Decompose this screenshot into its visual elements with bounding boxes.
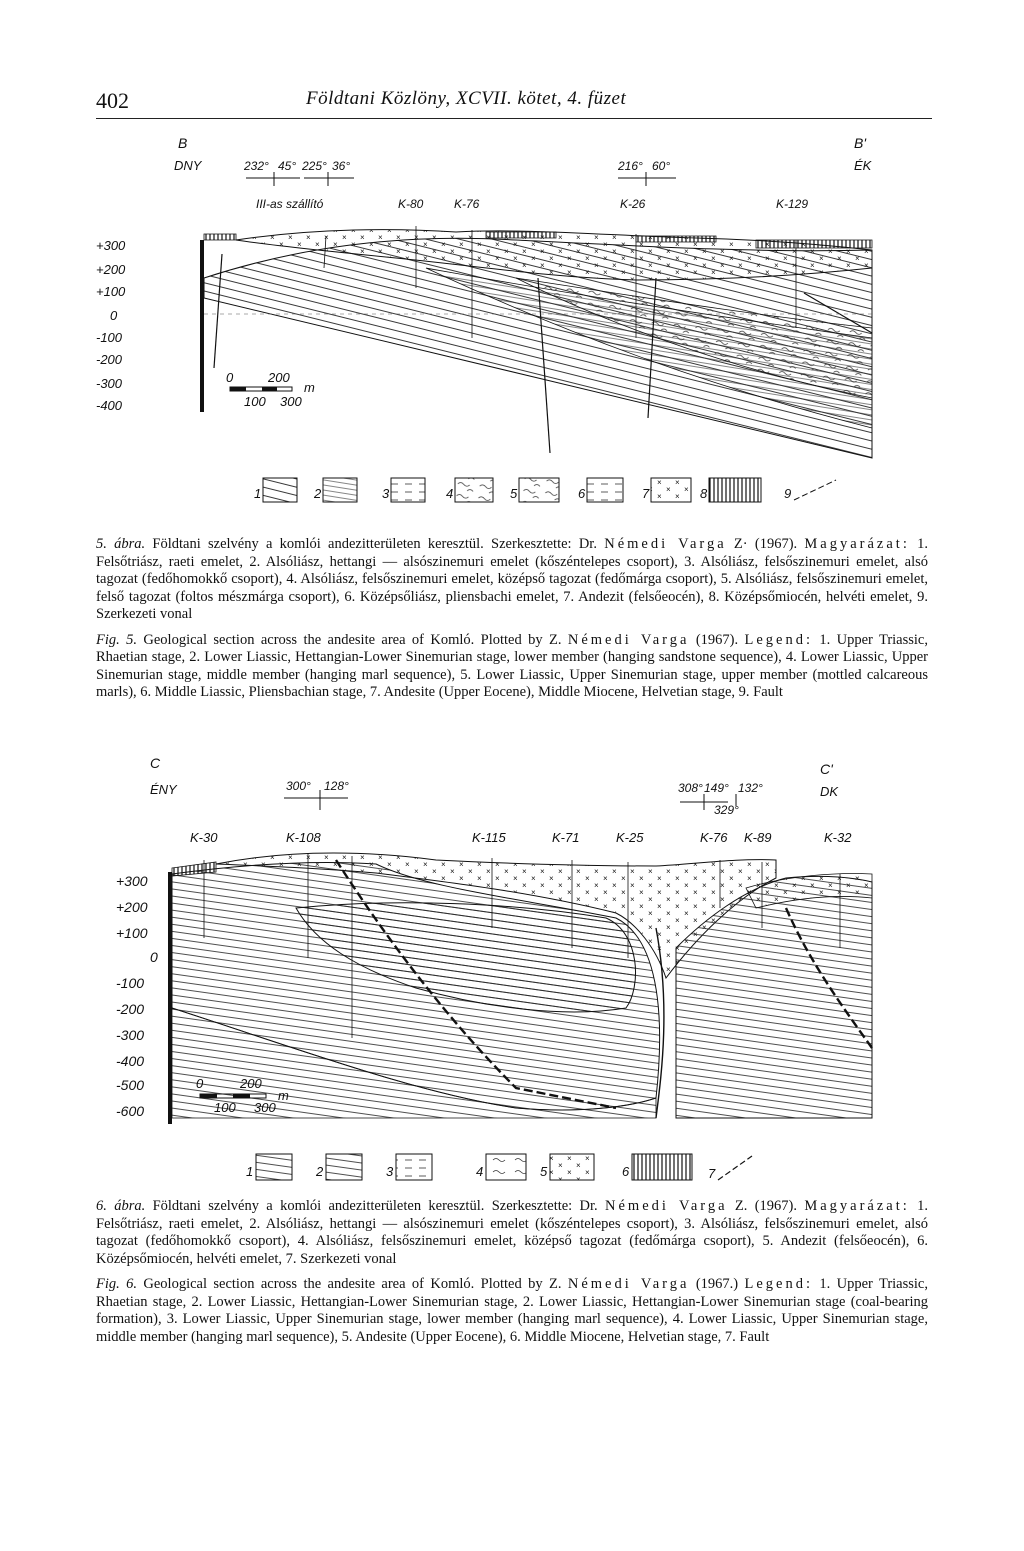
legend-number: 1 [254,486,262,501]
dip-label: 60° [652,159,671,173]
legend-swatch-6 [632,1154,692,1180]
section-marker-left: C [150,755,161,771]
elevation-label: +200 [96,262,126,277]
legend-number: 1 [246,1164,254,1179]
elevation-label: +100 [116,925,148,941]
elevation-label: -100 [96,330,123,345]
dip-label: 149° [704,781,729,795]
legend-swatch-2 [326,1154,362,1180]
elevation-label: +300 [96,238,126,253]
borehole-label: K-129 [776,197,809,211]
borehole-label: K-76 [454,197,480,211]
figure-5-section [96,128,936,508]
legend-swatch-1 [263,478,297,502]
author-name: Némedi Varga [567,1276,690,1292]
legend-heading: Magyarázat: [804,1198,910,1214]
dip-label: 308° [678,781,703,795]
direction-left: DNY [174,158,202,173]
legend-swatch-5 [550,1154,594,1180]
legend-swatch-4 [486,1154,526,1180]
borehole-label: K-108 [286,830,321,845]
borehole-label: K-89 [744,830,772,845]
legend-number: 9 [784,486,792,501]
dip-label: 225° [302,159,327,173]
legend-swatch-6 [587,478,623,502]
section-marker-left: B [178,135,188,151]
elevation-label: -200 [116,1001,145,1017]
shaft-label: III-as szállító [256,197,324,211]
caption-text: Geological section across the andesite area of Komló. Plotted by Z. [137,631,568,648]
elevation-label: -600 [116,1103,145,1119]
page-number: 402 [96,88,129,113]
elevation-axis [96,238,126,413]
elevation-label: -400 [116,1053,145,1069]
scale-tick: 0 [226,370,234,385]
dip-label: 329° [714,803,739,817]
legend-number: 4 [446,486,454,501]
direction-right: DK [820,784,839,799]
elevation-label: -400 [96,398,123,413]
dip-label: 216° [618,159,643,173]
scale-tick: 100 [244,394,266,409]
legend-swatch-5 [519,478,559,502]
legend-fault-symbol [718,1156,752,1180]
scale-tick: 0 [196,1076,204,1091]
borehole-label: K-26 [620,197,646,211]
legend [254,478,836,502]
figure-number: Fig. 5. [96,631,138,648]
caption-text: Földtani szelvény a komlói andezitterületen keresztül. Szerkesztette: Dr. [145,1198,606,1214]
figure-6-section [96,748,936,1188]
dip-label: 132° [738,781,763,795]
legend-swatch-2 [323,478,357,502]
legend-number: 2 [316,1164,324,1179]
figure-number: 5. ábra. [96,536,146,552]
caption-figure-5 [96,536,928,702]
elevation-label: -300 [116,1027,145,1043]
legend-swatch-8 [709,478,761,502]
legend-swatch-3 [391,478,425,502]
caption-text: (1967). [689,631,745,648]
legend-swatch-1 [256,1154,292,1180]
legend-text: 1. Upper Triassic, Rhaetian stage, 2. Lower Liassic, Hettangian-Lower Sinemurian stage, 2. Lower Liassic, Hettangian-Lower Sinemurian stage (coal-bearing formation), 3. Lower Liassic, Upper Sinemurian stage, lower member (hanging marl sequence), 4. Lower Liassic, Upper Sinemurian stage, middle member (hanging marl sequence), 5. Andesite (Upper Eocene), 6. Middle Miocene, Helvetian stage, 7. Fault [96,1276,928,1345]
scale-unit: m [304,380,315,395]
legend-number: 5 [510,486,518,501]
legend-text: 1. Upper Triassic, Rhaetian stage, 2. Lower Liassic, Hettangian-Lower Sinemurian stage, lower member (hanging sandstone sequence), 4. Lower Liassic, Upper Sinemurian stage, middle member (hanging marl sequence), 5. Lower Liassic, Upper Sinemurian stage, upper member (mottled calcareous marls), 6. Middle Liassic, Pliensbachian stage, 7. Andesite (Upper Eocene), Middle Miocene, Helvetian stage, 9. Fault [96,631,928,700]
journal-title: Földtani Közlöny, XCVII. kötet, 4. füzet [306,88,627,109]
caption-text: Geological section across the andesite area of Komló. Plotted by Z. [137,1276,568,1292]
scale-tick: 200 [240,1076,262,1091]
borehole-label: K-115 [472,830,506,845]
author-name: Némedi Varga [567,631,690,648]
borehole-label: K-32 [824,830,852,845]
elevation-label: -300 [96,376,123,391]
author-name: Némedi Varga [604,536,727,552]
scale-bar-vertical [168,872,172,1124]
dip-label: 128° [324,779,349,793]
borehole-label: K-25 [616,830,644,845]
caption-hu [96,1198,928,1268]
scale-bar-vertical [200,240,204,412]
caption-text: Z. (1967). [727,1198,805,1214]
dip-symbols [246,172,676,186]
legend-number: 7 [708,1166,716,1181]
scale-tick: 300 [280,394,302,409]
borehole-label: K-80 [398,197,424,211]
legend-swatch-4 [455,478,493,502]
caption-hu [96,536,928,624]
legend-number: 8 [700,486,708,501]
legend-heading: Legend: [744,1276,813,1292]
legend-number: 2 [314,486,322,501]
legend-number: 4 [476,1164,484,1179]
elevation-label: +100 [96,284,126,299]
legend-number: 6 [622,1164,630,1179]
dip-label: 232° [244,159,269,173]
scale-bar [226,370,315,409]
legend-number: 7 [642,486,650,501]
dip-label: 300° [286,779,311,793]
borehole-label: K-71 [552,830,580,845]
scale-unit: m [278,1088,289,1103]
legend-number: 5 [540,1164,548,1179]
caption-en [96,1276,928,1346]
legend [246,1154,752,1181]
elevation-label: 0 [150,949,158,965]
legend-swatch-7 [651,478,691,502]
scale-tick: 300 [254,1100,276,1115]
elevation-label: -100 [116,975,145,991]
legend-number: 6 [578,486,586,501]
caption-figure-6 [96,1198,928,1346]
borehole-label: K-76 [700,830,728,845]
caption-text: Z· (1967). [726,536,805,552]
legend-heading: Legend: [744,631,813,648]
caption-text: Földtani szelvény a komlói andezitterületen keresztül. Szerkesztette: Dr. [145,536,605,552]
elevation-axis [116,873,158,1119]
legend-text: 1. Felsőtriász, raeti emelet, 2. Alsóliász, hettangi — alsószinemuri emelet (kőszéntelepes csoport), 3. Alsóliász, felsőszinemuri emelet, alsó tagozat (fedőhomokkő csoport), 4. Alsóliász, felsőszinemuri emelet, középső tagozat (fedőmárga csoport), 5. Andezit (felsőeocén), 6. Középsőmiocén, helvéti emelet, 7. Szerkezeti vonal [96,1198,928,1267]
elevation-label: 0 [110,308,118,323]
author-name: Némedi Varga [605,1198,728,1214]
borehole-labels [190,830,852,845]
dip-label: 36° [332,159,351,173]
dip-symbols [284,790,736,810]
elevation-label: -200 [96,352,123,367]
section-marker-right: B' [854,135,867,151]
borehole-label: K-30 [190,830,218,845]
elevation-label: +200 [116,899,148,915]
legend-swatch-3 [396,1154,432,1180]
legend-number: 3 [382,486,390,501]
legend-number: 3 [386,1164,394,1179]
elevation-label: -500 [116,1077,145,1093]
page-header [96,88,932,119]
elevation-label: +300 [116,873,148,889]
direction-right: ÉK [854,158,872,173]
scale-tick: 200 [268,370,290,385]
legend-heading: Magyarázat: [804,536,910,552]
legend-text: 1. Felsőtriász, raeti emelet, 2. Alsóliász, hettangi — alsószinemuri emelet (kőszéntelepes csoport), 3. Alsóliász, felsőszinemuri emelet, alsó tagozat (fedőhomokkő csoport), 4. Alsóliász, felsőszinemuri emelet, középső tagozat (fedőmárga csoport), 5. Alsóliász, felsőszinemuri emelet, felső tagozat (foltos mészmárga csoport), 6. Középsőliász, pliensbachi emelet, 7. Andezit (felsőeocén), 8. Középsőmiocén, helvéti emelet, 9. Szerkezeti vonal [96,536,929,622]
dip-label: 45° [278,159,297,173]
section-marker-right: C' [820,761,833,777]
direction-left: ÉNY [150,782,177,797]
scale-tick: 100 [214,1100,236,1115]
figure-number: 6. ábra. [96,1198,146,1214]
caption-text: (1967.) [689,1276,745,1292]
legend-fault-symbol [794,480,836,500]
figure-number: Fig. 6. [96,1276,138,1292]
caption-en [96,632,928,702]
